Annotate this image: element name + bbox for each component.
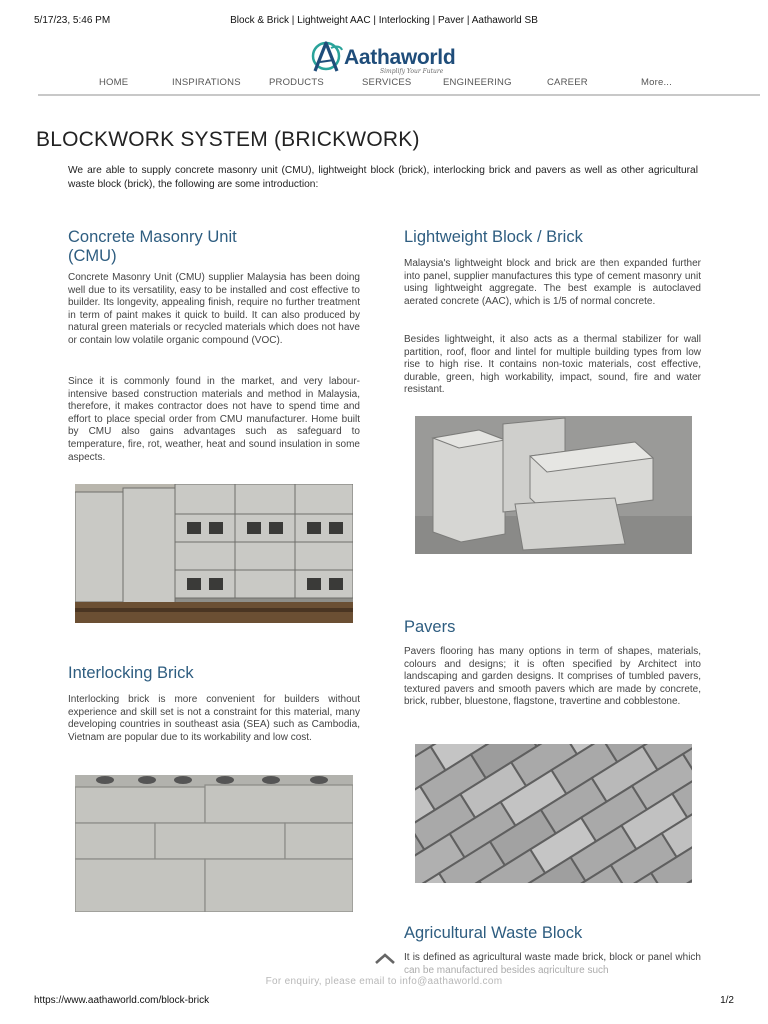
nav-item-home[interactable]: HOME [99, 77, 129, 88]
print-footer [0, 995, 768, 1009]
main-nav [38, 77, 760, 96]
enquiry-text: For enquiry, please email to info@aathaworld.com [265, 976, 503, 987]
nav-item-inspirations[interactable]: INSPIRATIONS [172, 77, 241, 88]
nav-item-career[interactable]: CAREER [547, 77, 588, 88]
cmu-heading-line2: (CMU) [68, 247, 117, 265]
nav-item-more[interactable]: More... [641, 77, 672, 88]
logo-brand-name: Aathaworld [344, 46, 456, 69]
cmu-heading [68, 228, 348, 266]
lightweight-heading: Lightweight Block / Brick [404, 228, 583, 246]
scroll-to-top-icon[interactable] [374, 952, 396, 964]
nav-item-engineering[interactable]: ENGINEERING [443, 77, 512, 88]
print-page-number: 1/2 [720, 995, 734, 1006]
cmu-blocks-photo [75, 484, 353, 623]
print-header [0, 15, 768, 29]
agricultural-paragraph: It is defined as agricultural waste made brick, block or panel which [404, 952, 701, 963]
cmu-paragraph-1: Concrete Masonry Unit (CMU) supplier Malaysia has been doing well due to its versatility, easy to be installed and cost effective to builder. Its longevity, appealing finish, require no further treatment in term of paint makes it quick to build. It can also produced by natural green materials or recycled materials which does not have or contain low volatile organic compound (VOC). [68, 272, 360, 346]
lightweight-paragraph-1: Malaysia's lightweight block and brick are then expanded further into panel, supplier manufactures this type of cement masonry unit using lightweight aggregate. The best example is autoclaved aerated concrete (AAC), which is 1/5 of normal concrete. [404, 258, 701, 307]
pavers-photo [415, 744, 692, 883]
cmu-heading-line1: Concrete Masonry Unit [68, 228, 237, 246]
print-url: https://www.aathaworld.com/block-brick [34, 995, 210, 1006]
interlocking-brick-photo [75, 775, 353, 912]
print-datetime: 5/17/23, 5:46 PM [34, 15, 111, 26]
aathaworld-logo-icon [310, 38, 344, 74]
nav-item-products[interactable]: PRODUCTS [269, 77, 324, 88]
logo-tagline: Simplify Your Future [380, 68, 444, 75]
aac-blocks-photo [415, 416, 692, 554]
interlocking-paragraph: Interlocking brick is more convenient for builders without experience and skill set is not a constraint for this material, many developing countries in southeast asia (SEA) such as Cambodia, Vietnam are popular due to its workability and low cost. [68, 694, 360, 743]
pavers-paragraph: Pavers flooring has many options in term of shapes, materials, colours and designs; it is often specified by Architect into landscaping and garden designs. It comprises of tumbled pavers, textured pavers and smooth pavers which are made by concrete, brick, rubber, bluestone, flagstone, travertine and cobblestone. [404, 646, 701, 708]
agricultural-heading: Agricultural Waste Block [404, 924, 583, 942]
pavers-heading: Pavers [404, 618, 456, 636]
lightweight-paragraph-2: Besides lightweight, it also acts as a thermal stabilizer for wall partition, roof, floor and lintel for multiple building types from low rise to high rise. It contains non-toxic materials, cost effective, durable, green, high workability, impact, sound, fire and water resistant. [404, 334, 701, 396]
nav-item-services[interactable]: SERVICES [362, 77, 412, 88]
interlocking-heading: Interlocking Brick [68, 664, 194, 682]
cmu-paragraph-2: Since it is commonly found in the market, and very labour-intensive based construction materials and method in Malaysia, therefore, it makes contractor does not have to spend time and effort to place special order from CMU manufacturer. Home built by CMU also gains advantages such as safeguard to temperature, fire, rot, weather, heat and sound insulation in some aspects. [68, 376, 360, 463]
site-logo[interactable] [310, 38, 470, 76]
page-title: BLOCKWORK SYSTEM (BRICKWORK) [36, 128, 420, 151]
intro-text: We are able to supply concrete masonry unit (CMU), lightweight block (brick), interlocking brick and pavers as well as other agricultural waste block (brick), the following are some introduction: [68, 165, 698, 190]
print-doc-title: Block & Brick | Lightweight AAC | Interlocking | Paver | Aathaworld SB [230, 15, 538, 26]
